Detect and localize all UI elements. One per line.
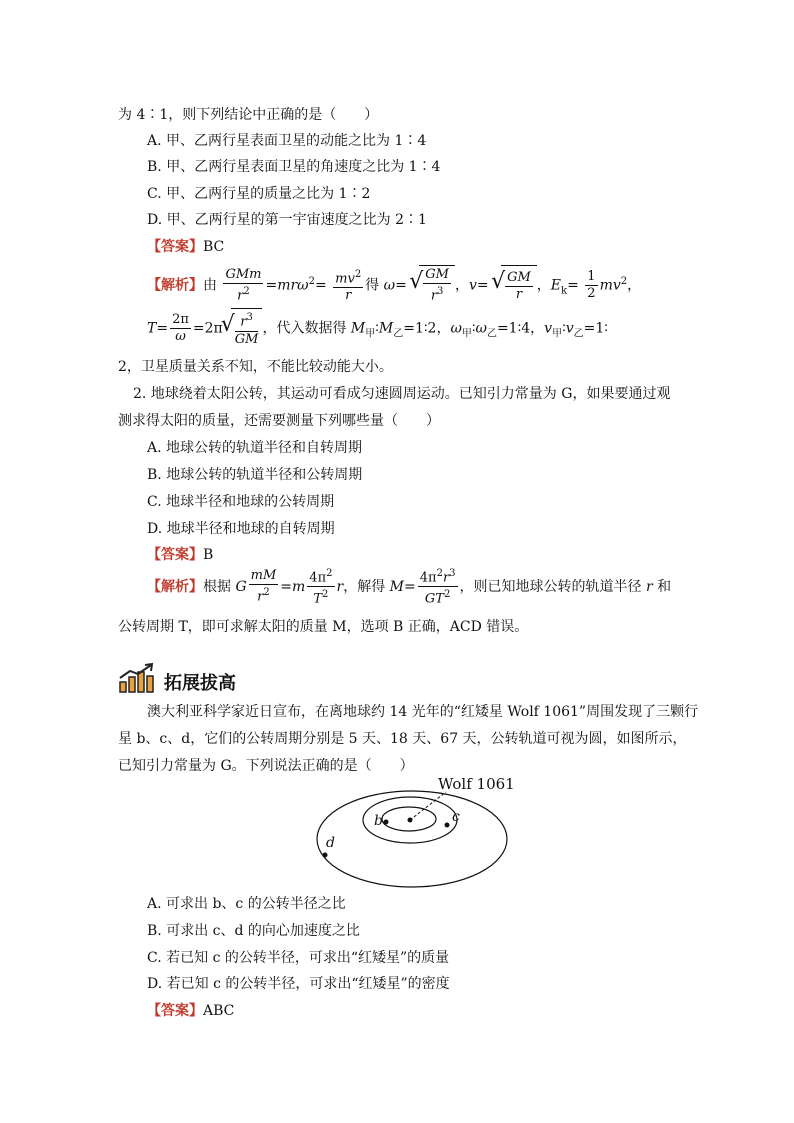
orbit-d xyxy=(317,791,507,887)
q2-stem-line1: 2. 地球绕着太阳公转，其运动可看成匀速圆周运动。已知引力常量为 G，如果要通过观 xyxy=(133,386,671,402)
orbit-figure xyxy=(310,772,515,890)
answer-value: ABC xyxy=(203,1003,235,1019)
q1-analysis-line3: 2，卫星质量关系不知，不能比较动能大小。 xyxy=(118,359,393,375)
answer-value: BC xyxy=(203,239,225,255)
q3-option-d: D. 若已知 c 的公转半径，可求出“红矮星”的密度 xyxy=(147,976,450,992)
q3-answer xyxy=(147,1001,234,1021)
section-title: 拓展拔高 xyxy=(164,673,236,694)
star-label: Wolf 1061 xyxy=(438,775,515,793)
q1-option-a: A. 甲、乙两行星表面卫星的动能之比为 1∶4 xyxy=(147,133,427,149)
q3-option-a: A. 可求出 b、c 的公转半径之比 xyxy=(147,896,346,912)
q3-option-b: B. 可求出 c、d 的向心加速度之比 xyxy=(147,923,360,939)
planet-d-label: d xyxy=(326,835,335,851)
q3-option-c: C. 若已知 c 的公转半径，可求出“红矮星”的质量 xyxy=(147,950,450,966)
answer-label: 【答案】 xyxy=(147,239,203,255)
planet-c-dot xyxy=(445,823,450,828)
answer-label: 【答案】 xyxy=(147,1003,203,1019)
answer-label: 【答案】 xyxy=(147,547,203,563)
q1-option-b: B. 甲、乙两行星表面卫星的角速度之比为 1∶4 xyxy=(147,159,441,175)
q3-stem-line3: 已知引力常量为 G。下列说法正确的是（ ） xyxy=(118,758,414,774)
analysis-label: 【解析】 xyxy=(147,578,203,595)
q1-option-c: C. 甲、乙两行星的质量之比为 1∶2 xyxy=(147,186,371,202)
q3-stem-line1: 澳大利亚科学家近日宣布，在离地球约 14 光年的“红矮星 Wolf 1061”周围发现了三颗行 xyxy=(147,704,699,720)
q2-stem-line2: 测求得太阳的质量，还需要测量下列哪些量（ ） xyxy=(118,413,440,429)
q2-analysis-line1: 【解析】根据 G $\frac{mM}{r^2}$ =m $\frac{4\pi^2}{T^2}$ r，解得 M= $\frac{4\pi^2r^3}{GT^2}$ ，则已知地球公转的轨道半径 r 和 xyxy=(147,568,672,607)
q2-option-a: A. 地球公转的轨道半径和自转周期 xyxy=(147,440,363,456)
answer-value: B xyxy=(203,547,214,563)
q2-option-c: C. 地球半径和地球的公转周期 xyxy=(147,494,335,510)
q1-answer xyxy=(147,237,224,257)
q3-stem-line2: 星 b、c、d，它们的公转周期分别是 5 天、18 天、67 天，公转轨道可视为圆，如图所示， xyxy=(118,731,687,747)
planet-d-dot xyxy=(323,853,328,858)
planet-c-label: c xyxy=(452,809,460,825)
planet-b-label: b xyxy=(374,813,383,829)
planet-b-dot xyxy=(384,820,389,825)
q2-answer xyxy=(147,545,213,565)
star-pointer xyxy=(410,792,446,820)
q2-option-d: D. 地球半径和地球的自转周期 xyxy=(147,521,335,537)
analysis-label: 【解析】 xyxy=(147,277,203,294)
q1-analysis-line1: 【解析】由 $\frac{\text{GMm}}{r^2}$ =mrω$^2$= $\frac{mv^2}{r}$ 得 ω= √ $\frac{GM}{r^3}$ ，v= √ $\frac{GM}{r}$ ，$E_k=$ $\frac{1}{2}$ $mv^2$， xyxy=(147,262,641,311)
q2-analysis-line2: 公转周期 T，即可求解太阳的质量 M，选项 B 正确，ACD 错误。 xyxy=(118,619,529,635)
q1-stem: 为 4∶1，则下列结论中正确的是（ ） xyxy=(118,107,379,123)
q1-option-d: D. 甲、乙两行星的第一宇宙速度之比为 2∶1 xyxy=(147,212,427,228)
chart-trend-icon xyxy=(118,662,156,694)
q1-analysis-line2: T= $\frac{2\pi}{\omega}$ =2π √ $\frac{r^3}{GM}$ ，代入数据得 $M_甲∶M_乙=1∶2$，$\omega_甲∶\omega_乙=1∶4$，$v_甲∶v_乙=1∶$ xyxy=(147,308,608,354)
q2-option-b: B. 地球公转的轨道半径和公转周期 xyxy=(147,467,363,483)
